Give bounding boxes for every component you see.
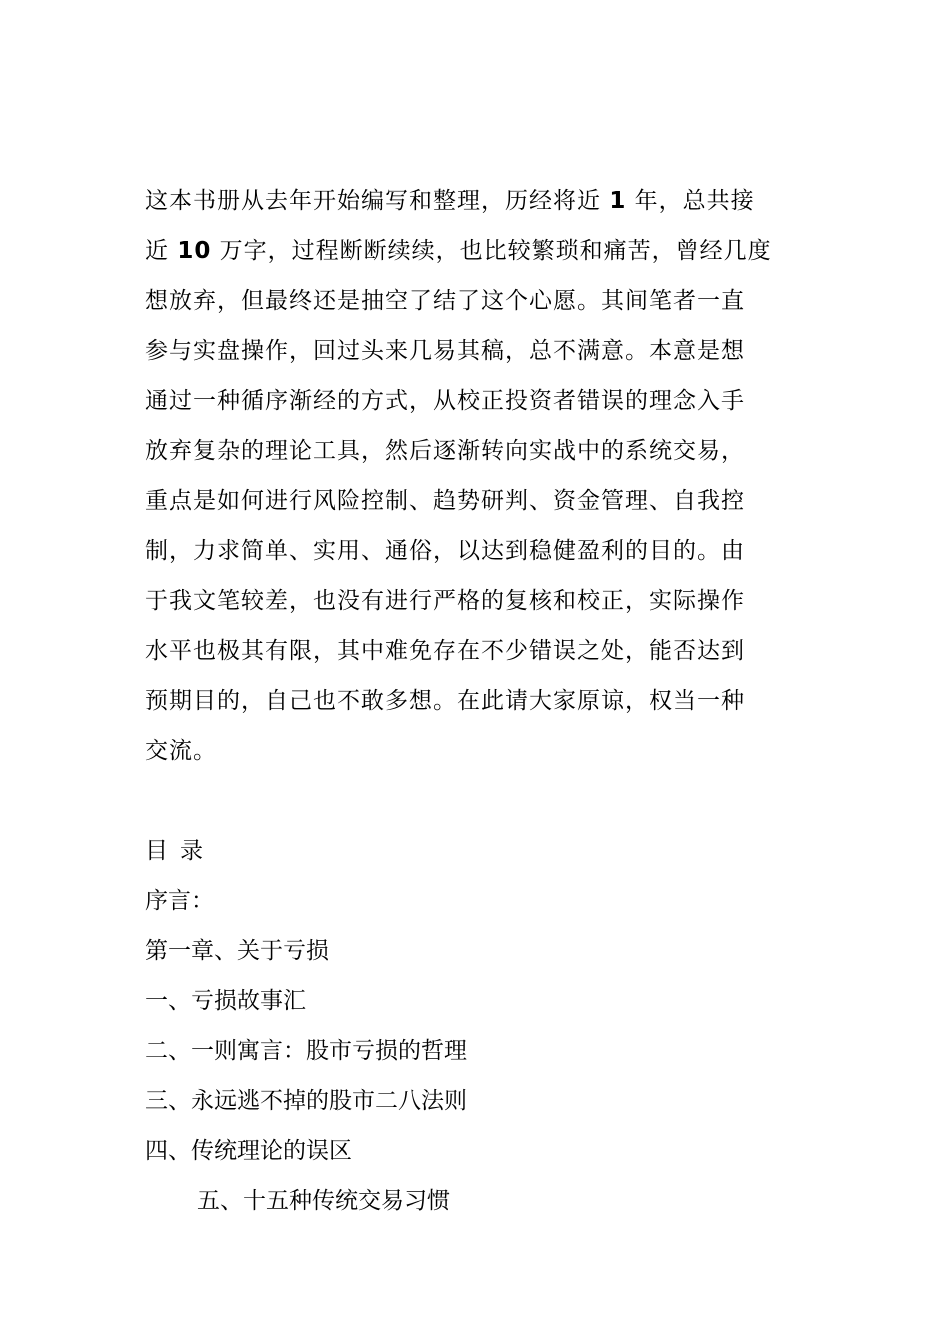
- toc-item: 三、永远逃不掉的股市二八法则: [145, 1088, 467, 1114]
- bold-number: 10: [177, 238, 212, 264]
- paragraph-line: 重点是如何进行风险控制、趋势研判、资金管理、自我控: [145, 488, 745, 514]
- paragraph-line: 这本书册从去年开始编写和整理，历经将近 1 年，总共接: [145, 188, 755, 214]
- paragraph-line: 制，力求简单、实用、通俗，以达到稳健盈利的目的。由: [145, 538, 745, 564]
- paragraph-line: 预期目的，自己也不敢多想。在此请大家原谅，权当一种: [145, 688, 745, 714]
- paragraph-line: 通过一种循序渐经的方式，从校正投资者错误的理念入手: [145, 388, 745, 414]
- paragraph-line: 水平也极其有限，其中难免存在不少错误之处，能否达到: [145, 638, 745, 664]
- paragraph-line: 近 10 万字，过程断断续续，也比较繁琐和痛苦，曾经几度: [145, 238, 772, 264]
- preface-paragraph: [145, 176, 807, 776]
- toc-item: 二、一则寓言：股市亏损的哲理: [145, 1038, 467, 1064]
- toc-item: 一、亏损故事汇: [145, 988, 306, 1014]
- bold-number: 1: [609, 188, 627, 214]
- paragraph-line: 交流。: [145, 738, 217, 764]
- toc-item: 五、十五种传统交易习惯: [197, 1188, 450, 1214]
- paragraph-line: 放弃复杂的理论工具，然后逐渐转向实战中的系统交易，: [145, 438, 745, 464]
- toc-item: 第一章、关于亏损: [145, 938, 329, 964]
- toc-item: 序言：: [145, 888, 214, 914]
- table-of-contents: [145, 826, 807, 1226]
- paragraph-line: 于我文笔较差，也没有进行严格的复核和校正，实际操作: [145, 588, 745, 614]
- toc-title: 目录: [145, 838, 215, 864]
- paragraph-line: 参与实盘操作，回过头来几易其稿，总不满意。本意是想: [145, 338, 745, 364]
- paragraph-line: 想放弃，但最终还是抽空了结了这个心愿。其间笔者一直: [145, 288, 745, 314]
- toc-item: 四、传统理论的误区: [145, 1138, 352, 1164]
